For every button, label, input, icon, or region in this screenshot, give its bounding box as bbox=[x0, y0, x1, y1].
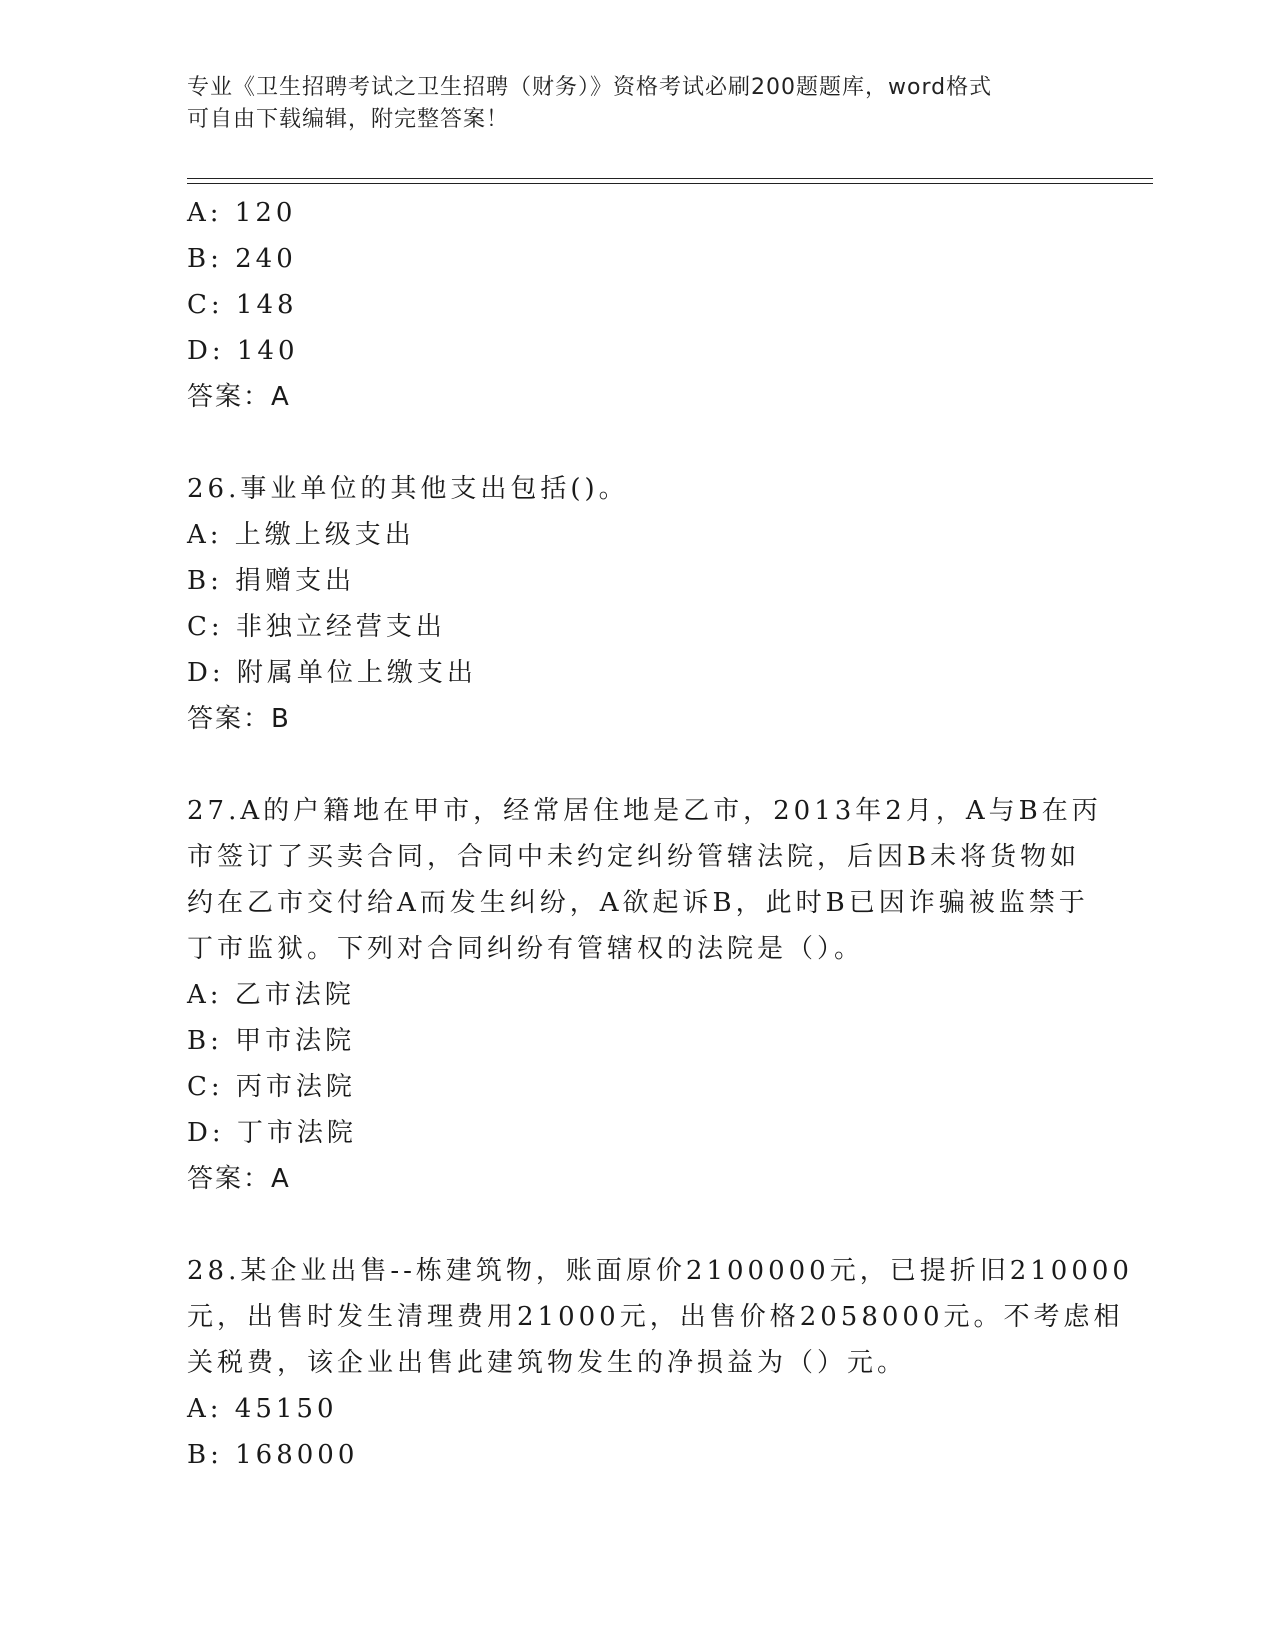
option-b: B: 168000 bbox=[187, 1440, 359, 1470]
answer-line: 答案：A bbox=[187, 1164, 291, 1194]
question-text: 26.事业单位的其他支出包括()。 bbox=[187, 474, 629, 504]
question-text: 约在乙市交付给A而发生纠纷，A欲起诉B，此时B已因诈骗被监禁于 bbox=[187, 888, 1089, 918]
header-rule-bottom bbox=[187, 183, 1153, 184]
option-c: C: 丙市法院 bbox=[187, 1072, 356, 1102]
option-d: D: 140 bbox=[187, 336, 299, 366]
block-spacer bbox=[187, 742, 1087, 788]
question-text: 元，出售时发生清理费用21000元，出售价格2058000元。不考虑相 bbox=[187, 1302, 1124, 1332]
option-d: D: 丁市法院 bbox=[187, 1118, 357, 1148]
option-b: B: 甲市法院 bbox=[187, 1026, 356, 1056]
block-spacer bbox=[187, 420, 1087, 466]
question-list bbox=[187, 190, 1133, 1478]
option-a: A: 乙市法院 bbox=[187, 980, 355, 1010]
question-text: 市签订了买卖合同，合同中未约定纠纷管辖法院，后因B未将货物如 bbox=[187, 842, 1081, 872]
question-block-27 bbox=[187, 788, 1102, 1202]
option-a: A: 上缴上级支出 bbox=[187, 520, 415, 550]
document-header bbox=[187, 72, 1087, 136]
question-text: 27.A的户籍地在甲市，经常居住地是乙市，2013年2月，A与B在丙 bbox=[187, 796, 1102, 826]
option-b: B: 捐赠支出 bbox=[187, 566, 356, 596]
option-b: B: 240 bbox=[187, 244, 297, 274]
question-block-28 bbox=[187, 1248, 1133, 1478]
question-text: 关税费，该企业出售此建筑物发生的净损益为（）元。 bbox=[187, 1348, 908, 1378]
header-line-2: 可自由下载编辑，附完整答案！ bbox=[187, 107, 510, 132]
question-text: 28.某企业出售--栋建筑物，账面原价2100000元，已提折旧210000 bbox=[187, 1256, 1133, 1286]
question-block-25 bbox=[187, 190, 1087, 420]
option-a: A: 120 bbox=[187, 198, 297, 228]
header-line-1: 专业《卫生招聘考试之卫生招聘（财务）》资格考试必刷200题题库，word格式 bbox=[187, 75, 993, 100]
block-spacer bbox=[187, 1202, 1087, 1248]
option-d: D: 附属单位上缴支出 bbox=[187, 658, 477, 688]
header-rule-top bbox=[187, 178, 1153, 179]
question-block-26 bbox=[187, 466, 1087, 742]
answer-line: 答案：B bbox=[187, 704, 291, 734]
question-text: 丁市监狱。下列对合同纠纷有管辖权的法院是（）。 bbox=[187, 934, 865, 964]
option-a: A: 45150 bbox=[187, 1394, 338, 1424]
answer-line: 答案：A bbox=[187, 382, 291, 412]
option-c: C: 非独立经营支出 bbox=[187, 612, 446, 642]
option-c: C: 148 bbox=[187, 290, 298, 320]
